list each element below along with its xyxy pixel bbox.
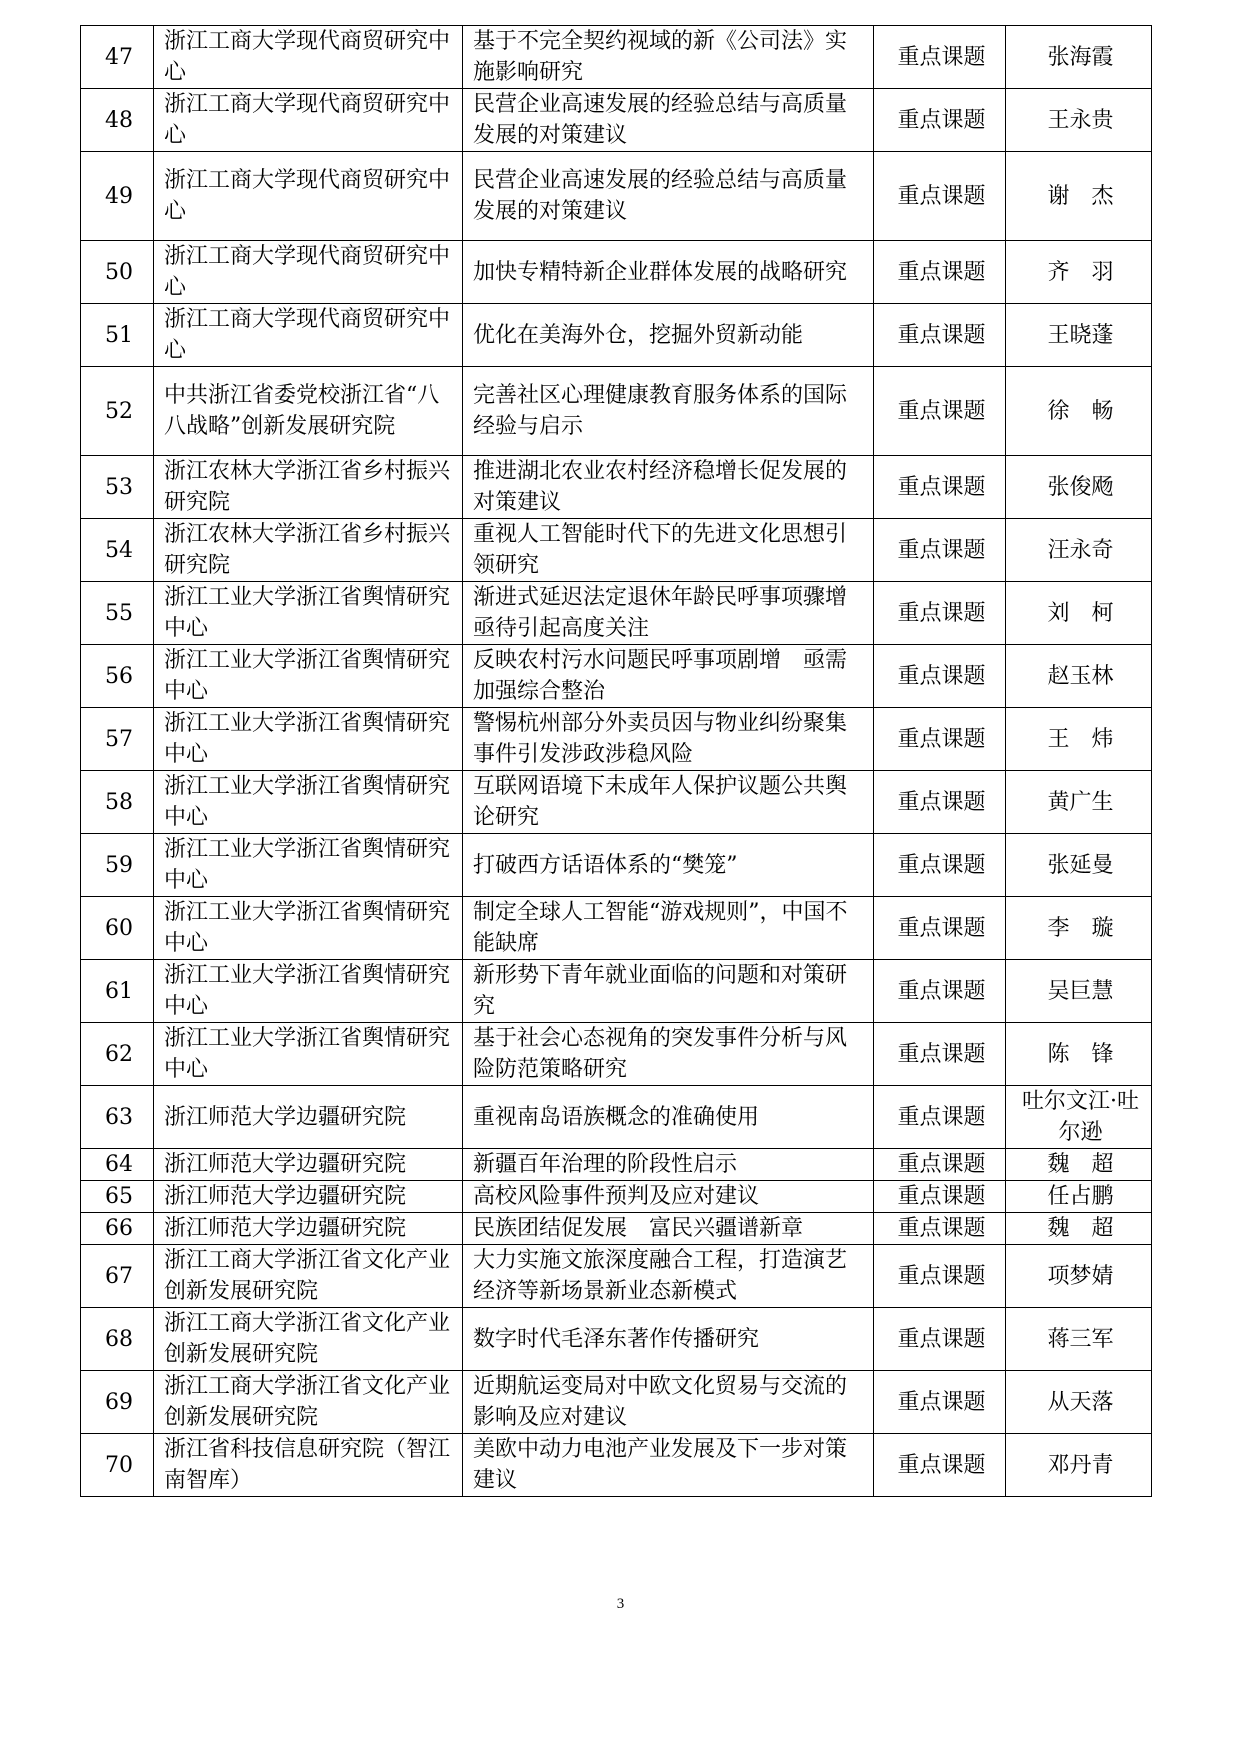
row-number: 62 <box>81 1023 154 1086</box>
row-number: 56 <box>81 645 154 708</box>
researcher-cell: 张延曼 <box>1006 834 1152 897</box>
researcher-cell: 陈 锋 <box>1006 1023 1152 1086</box>
researcher-cell: 黄广生 <box>1006 771 1152 834</box>
table-row <box>81 26 1152 89</box>
topic-cell: 美欧中动力电池产业发展及下一步对策建议 <box>463 1434 874 1497</box>
row-number: 48 <box>81 89 154 152</box>
category-cell: 重点课题 <box>874 367 1006 456</box>
topic-cell: 大力实施文旅深度融合工程，打造演艺经济等新场景新业态新模式 <box>463 1245 874 1308</box>
organization-cell: 浙江工业大学浙江省舆情研究中心 <box>154 708 463 771</box>
organization-cell: 浙江工商大学现代商贸研究中心 <box>154 89 463 152</box>
topic-cell: 民族团结促发展 富民兴疆谱新章 <box>463 1213 874 1245</box>
topic-cell: 打破西方话语体系的“樊笼” <box>463 834 874 897</box>
row-number: 66 <box>81 1213 154 1245</box>
topic-cell: 高校风险事件预判及应对建议 <box>463 1181 874 1213</box>
category-cell: 重点课题 <box>874 1434 1006 1497</box>
category-cell: 重点课题 <box>874 645 1006 708</box>
researcher-cell: 谢 杰 <box>1006 152 1152 241</box>
category-cell: 重点课题 <box>874 708 1006 771</box>
category-cell: 重点课题 <box>874 152 1006 241</box>
researcher-cell: 魏 超 <box>1006 1149 1152 1181</box>
topic-cell: 基于社会心态视角的突发事件分析与风险防范策略研究 <box>463 1023 874 1086</box>
row-number: 63 <box>81 1086 154 1149</box>
row-number: 67 <box>81 1245 154 1308</box>
category-cell: 重点课题 <box>874 582 1006 645</box>
topic-cell: 近期航运变局对中欧文化贸易与交流的影响及应对建议 <box>463 1371 874 1434</box>
researcher-cell: 任占鹏 <box>1006 1181 1152 1213</box>
row-number: 61 <box>81 960 154 1023</box>
category-cell: 重点课题 <box>874 960 1006 1023</box>
row-number: 53 <box>81 456 154 519</box>
category-cell: 重点课题 <box>874 456 1006 519</box>
researcher-cell: 项梦婧 <box>1006 1245 1152 1308</box>
table-row <box>81 1245 1152 1308</box>
row-number: 51 <box>81 304 154 367</box>
category-cell: 重点课题 <box>874 1213 1006 1245</box>
researcher-cell: 汪永奇 <box>1006 519 1152 582</box>
category-cell: 重点课题 <box>874 1308 1006 1371</box>
category-cell: 重点课题 <box>874 1181 1006 1213</box>
category-cell: 重点课题 <box>874 26 1006 89</box>
page-number: 3 <box>616 1596 625 1612</box>
row-number: 69 <box>81 1371 154 1434</box>
category-cell: 重点课题 <box>874 1149 1006 1181</box>
organization-cell: 浙江工业大学浙江省舆情研究中心 <box>154 771 463 834</box>
topic-cell: 新形势下青年就业面临的问题和对策研究 <box>463 960 874 1023</box>
organization-cell: 浙江师范大学边疆研究院 <box>154 1213 463 1245</box>
organization-cell: 中共浙江省委党校浙江省“八八战略”创新发展研究院 <box>154 367 463 456</box>
table-row <box>81 582 1152 645</box>
category-cell: 重点课题 <box>874 304 1006 367</box>
topic-cell: 基于不完全契约视域的新《公司法》实施影响研究 <box>463 26 874 89</box>
table-row <box>81 771 1152 834</box>
category-cell: 重点课题 <box>874 1245 1006 1308</box>
organization-cell: 浙江工业大学浙江省舆情研究中心 <box>154 834 463 897</box>
researcher-cell: 吴巨慧 <box>1006 960 1152 1023</box>
row-number: 47 <box>81 26 154 89</box>
organization-cell: 浙江农林大学浙江省乡村振兴研究院 <box>154 519 463 582</box>
organization-cell: 浙江工业大学浙江省舆情研究中心 <box>154 960 463 1023</box>
organization-cell: 浙江农林大学浙江省乡村振兴研究院 <box>154 456 463 519</box>
table-row <box>81 1023 1152 1086</box>
row-number: 60 <box>81 897 154 960</box>
table-row <box>81 1149 1152 1181</box>
row-number: 59 <box>81 834 154 897</box>
table-row <box>81 1434 1152 1497</box>
table-row <box>81 897 1152 960</box>
topic-cell: 民营企业高速发展的经验总结与高质量发展的对策建议 <box>463 89 874 152</box>
researcher-cell: 蒋三军 <box>1006 1308 1152 1371</box>
researcher-cell: 王晓蓬 <box>1006 304 1152 367</box>
row-number: 65 <box>81 1181 154 1213</box>
topic-cell: 渐进式延迟法定退休年龄民呼事项骤增 亟待引起高度关注 <box>463 582 874 645</box>
organization-cell: 浙江工业大学浙江省舆情研究中心 <box>154 645 463 708</box>
table-row <box>81 1086 1152 1149</box>
category-cell: 重点课题 <box>874 519 1006 582</box>
topic-cell: 加快专精特新企业群体发展的战略研究 <box>463 241 874 304</box>
row-number: 70 <box>81 1434 154 1497</box>
row-number: 57 <box>81 708 154 771</box>
topic-cell: 完善社区心理健康教育服务体系的国际经验与启示 <box>463 367 874 456</box>
researcher-cell: 赵玉林 <box>1006 645 1152 708</box>
row-number: 52 <box>81 367 154 456</box>
researcher-cell: 李 璇 <box>1006 897 1152 960</box>
topic-cell: 重视人工智能时代下的先进文化思想引领研究 <box>463 519 874 582</box>
project-table-body <box>81 26 1152 1497</box>
topic-cell: 推进湖北农业农村经济稳增长促发展的对策建议 <box>463 456 874 519</box>
table-row <box>81 960 1152 1023</box>
organization-cell: 浙江省科技信息研究院（智江南智库） <box>154 1434 463 1497</box>
researcher-cell: 邓丹青 <box>1006 1434 1152 1497</box>
table-row <box>81 645 1152 708</box>
table-row <box>81 89 1152 152</box>
category-cell: 重点课题 <box>874 834 1006 897</box>
researcher-cell: 从天落 <box>1006 1371 1152 1434</box>
row-number: 54 <box>81 519 154 582</box>
row-number: 49 <box>81 152 154 241</box>
researcher-cell: 徐 畅 <box>1006 367 1152 456</box>
table-row <box>81 519 1152 582</box>
project-table <box>80 25 1152 1497</box>
researcher-cell: 刘 柯 <box>1006 582 1152 645</box>
row-number: 55 <box>81 582 154 645</box>
category-cell: 重点课题 <box>874 1371 1006 1434</box>
organization-cell: 浙江工业大学浙江省舆情研究中心 <box>154 1023 463 1086</box>
category-cell: 重点课题 <box>874 89 1006 152</box>
category-cell: 重点课题 <box>874 1086 1006 1149</box>
table-row <box>81 241 1152 304</box>
row-number: 68 <box>81 1308 154 1371</box>
organization-cell: 浙江工商大学浙江省文化产业创新发展研究院 <box>154 1245 463 1308</box>
topic-cell: 重视南岛语族概念的准确使用 <box>463 1086 874 1149</box>
row-number: 50 <box>81 241 154 304</box>
organization-cell: 浙江工业大学浙江省舆情研究中心 <box>154 582 463 645</box>
table-row <box>81 456 1152 519</box>
researcher-cell: 魏 超 <box>1006 1213 1152 1245</box>
table-row <box>81 1213 1152 1245</box>
table-row <box>81 1371 1152 1434</box>
topic-cell: 警惕杭州部分外卖员因与物业纠纷聚集事件引发涉政涉稳风险 <box>463 708 874 771</box>
table-row <box>81 1181 1152 1213</box>
organization-cell: 浙江工商大学现代商贸研究中心 <box>154 26 463 89</box>
topic-cell: 优化在美海外仓，挖掘外贸新动能 <box>463 304 874 367</box>
table-row <box>81 708 1152 771</box>
topic-cell: 新疆百年治理的阶段性启示 <box>463 1149 874 1181</box>
table-row <box>81 152 1152 241</box>
organization-cell: 浙江师范大学边疆研究院 <box>154 1086 463 1149</box>
organization-cell: 浙江工业大学浙江省舆情研究中心 <box>154 897 463 960</box>
topic-cell: 民营企业高速发展的经验总结与高质量发展的对策建议 <box>463 152 874 241</box>
table-row <box>81 367 1152 456</box>
topic-cell: 反映农村污水问题民呼事项剧增 亟需加强综合整治 <box>463 645 874 708</box>
table-row <box>81 834 1152 897</box>
organization-cell: 浙江师范大学边疆研究院 <box>154 1149 463 1181</box>
researcher-cell: 张俊飏 <box>1006 456 1152 519</box>
researcher-cell: 张海霞 <box>1006 26 1152 89</box>
topic-cell: 数字时代毛泽东著作传播研究 <box>463 1308 874 1371</box>
organization-cell: 浙江工商大学现代商贸研究中心 <box>154 241 463 304</box>
researcher-cell: 王永贵 <box>1006 89 1152 152</box>
row-number: 64 <box>81 1149 154 1181</box>
organization-cell: 浙江师范大学边疆研究院 <box>154 1181 463 1213</box>
table-row <box>81 1308 1152 1371</box>
category-cell: 重点课题 <box>874 1023 1006 1086</box>
category-cell: 重点课题 <box>874 897 1006 960</box>
category-cell: 重点课题 <box>874 241 1006 304</box>
row-number: 58 <box>81 771 154 834</box>
topic-cell: 制定全球人工智能“游戏规则”，中国不能缺席 <box>463 897 874 960</box>
researcher-cell: 齐 羽 <box>1006 241 1152 304</box>
table-row <box>81 304 1152 367</box>
organization-cell: 浙江工商大学浙江省文化产业创新发展研究院 <box>154 1371 463 1434</box>
category-cell: 重点课题 <box>874 771 1006 834</box>
topic-cell: 互联网语境下未成年人保护议题公共舆论研究 <box>463 771 874 834</box>
researcher-cell: 王 炜 <box>1006 708 1152 771</box>
organization-cell: 浙江工商大学现代商贸研究中心 <box>154 152 463 241</box>
organization-cell: 浙江工商大学浙江省文化产业创新发展研究院 <box>154 1308 463 1371</box>
researcher-cell: 吐尔文江·吐尔逊 <box>1006 1086 1152 1149</box>
organization-cell: 浙江工商大学现代商贸研究中心 <box>154 304 463 367</box>
